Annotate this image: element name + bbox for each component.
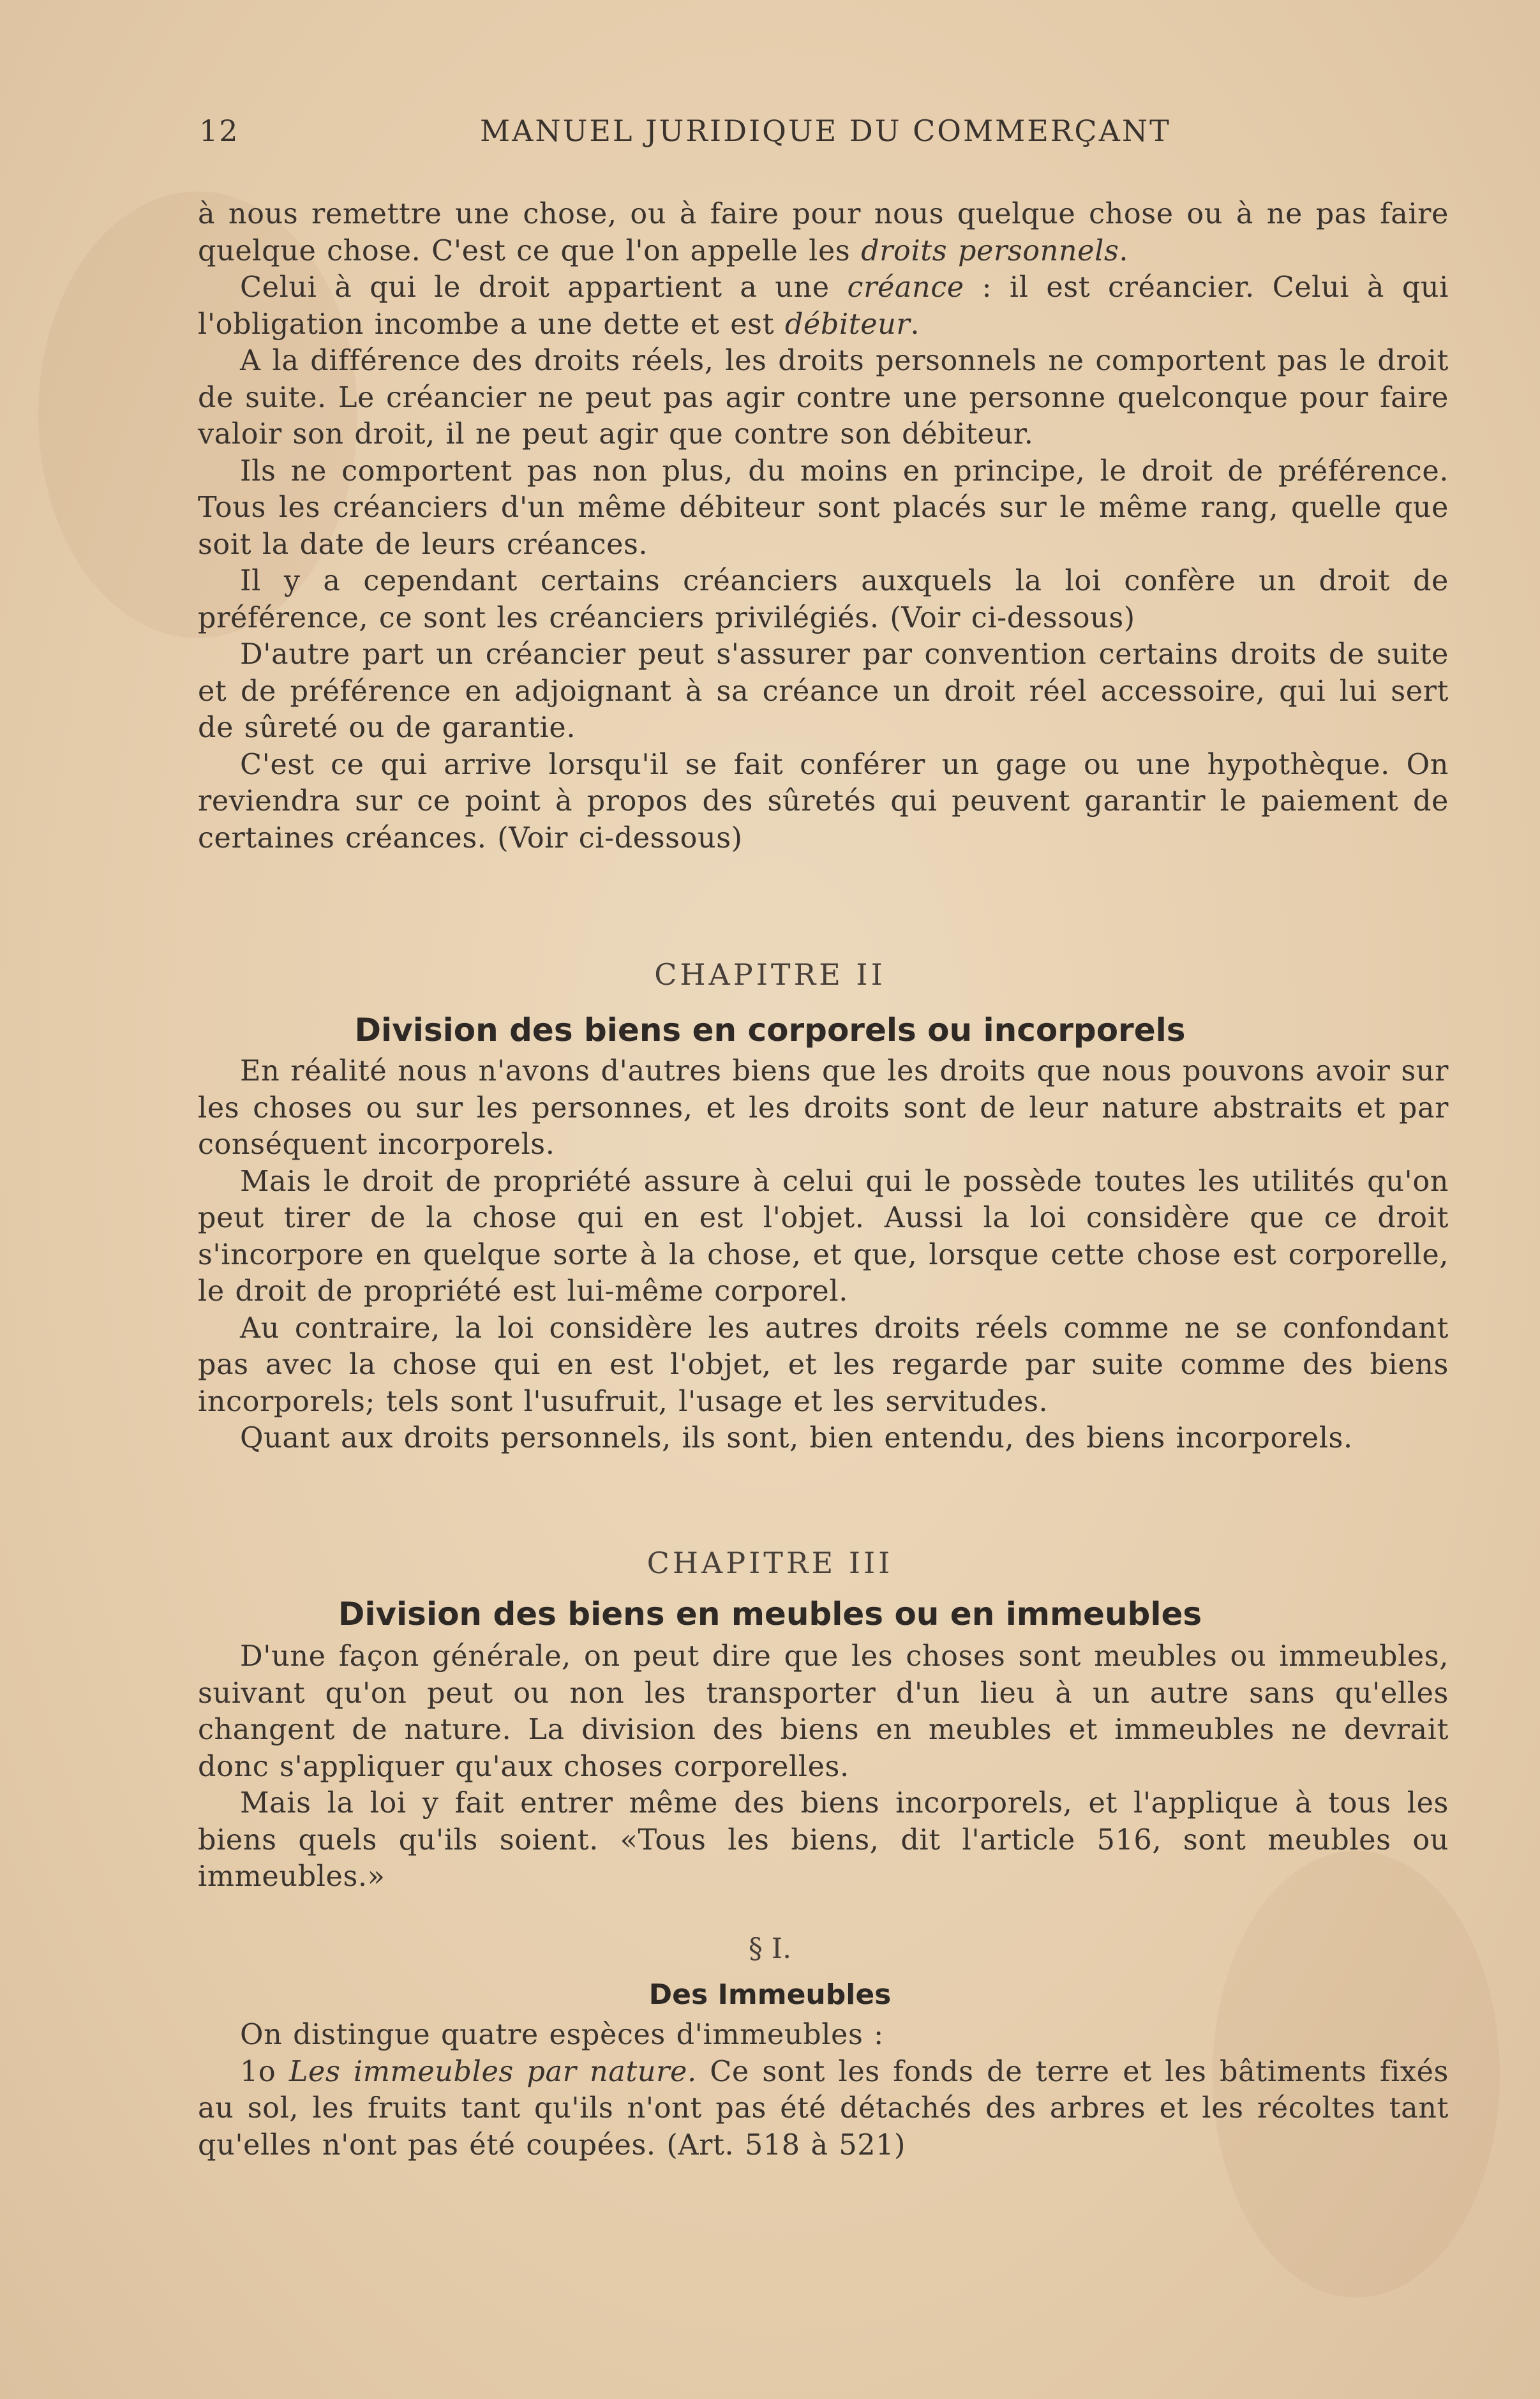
paragraph: Mais la loi y fait entrer même des biens incorporels, et l'applique à tous les biens quels qu'ils soient. «Tous les biens, dit l'article 516, sont meubles ou immeubles.» [198,1787,1449,1893]
section-1-text [198,2017,1449,2164]
running-title: MANUEL JURIDIQUE DU COMMERÇANT [480,114,1171,148]
chapter-title: Division des biens en meubles ou en immeubles [338,1596,1202,1633]
paragraph: D'une façon générale, on peut dire que les choses sont meubles ou immeubles, suivant qu'on peut ou non les transporter d'un lieu à un autre sans qu'elles changent de nature. La division des biens en meubles et immeubles ne devrait donc s'appliquer qu'aux choses corporelles. [198,1640,1449,1783]
chapter-label: CHAPITRE III [647,1546,893,1580]
paragraph: Ils ne comportent pas non plus, du moins en principe, le droit de préférence. Tous les créanciers d'un même débiteur sont placés sur le même rang, quelle que soit la date de leurs créances. [198,454,1449,561]
chapter-title: Division des biens en corporels ou incorporels [354,1012,1186,1049]
paragraph: 1o Les immeubles par nature. Ce sont les fonds de terre et les bâtiments fixés au sol, les fruits tant qu'ils n'ont pas été détachés des arbres et les récoltes tant qu'elles n'ont pas été coupées. (Art. 518 à 521) [198,2055,1449,2162]
paragraph: à nous remettre une chose, ou à faire pour nous quelque chose ou à ne pas faire quelque chose. C'est ce que l'on appelle les droits personnels. [198,198,1449,267]
page-header [199,114,1188,152]
section-mark: § I. [748,1932,792,1965]
page-number: 12 [199,114,239,148]
paragraph: En réalité nous n'avons d'autres biens que les droits que nous pouvons avoir sur les choses ou sur les personnes, et les droits sont de leur nature abstraits et par conséquent incorporels. [198,1055,1449,1161]
paragraph: C'est ce qui arrive lorsqu'il se fait conférer un gage ou une hypothèque. On reviendra sur ce point à propos des sûretés qui peuvent garantir le paiement de certaines créances. (Voir ci-dessous) [198,748,1449,855]
paragraph: D'autre part un créancier peut s'assurer par convention certains droits de suite et de préférence en adjoignant à sa créance un droit réel accessoire, qui lui sert de sûreté ou de garantie. [198,638,1449,744]
paragraph: Quant aux droits personnels, ils sont, bien entendu, des biens incorporels. [240,1422,1353,1454]
paragraph: Celui à qui le droit appartient a une créance : il est créancier. Celui à qui l'obligation incombe a une dette et est débiteur. [198,271,1449,341]
section-title: Des Immeubles [648,1978,892,2011]
chapter-3-text [198,1638,1449,1895]
continued-text-block [198,196,1449,856]
paragraph: A la différence des droits réels, les droits personnels ne comportent pas le droit de suite. Le créancier ne peut pas agir contre une personne quelconque pour faire valoir son droit, il ne peut agir que contre son débiteur. [198,345,1449,451]
chapter-label: CHAPITRE II [654,957,886,992]
paragraph: Il y a cependant certains créanciers auxquels la loi confère un droit de préférence, ce sont les créanciers privilégiés. (Voir ci-dessous) [198,565,1449,634]
paragraph: Au contraire, la loi considère les autres droits réels comme ne se confondant pas avec la chose qui en est l'objet, et les regarde par suite comme des biens incorporels; tels sont l'usufruit, l'usage et les servitudes. [198,1312,1449,1418]
chapter-2-text [198,1053,1449,1457]
paragraph: Mais le droit de propriété assure à celui qui le possède toutes les utilités qu'on peut tirer de la chose qui en est l'objet. Aussi la loi considère que ce droit s'incorpore en quelque sorte à la chose, et que, lorsque cette chose est corporelle, le droit de propriété est lui-même corporel. [198,1165,1449,1308]
paragraph: On distingue quatre espèces d'immeubles : [240,2019,884,2051]
